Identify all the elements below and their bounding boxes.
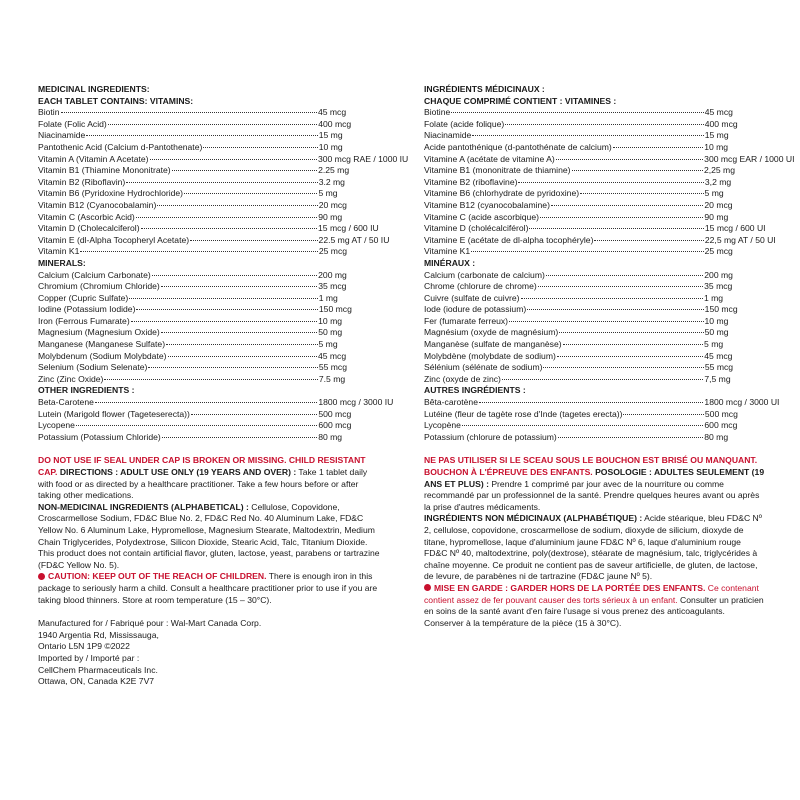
nonmedicinal-text-fr: Acide stéarique, bleu FD&C Nº 2, cellulose, copovidone, croscarmellose de sodium, dioxyde de silicium, dioxyde de titane, hypromellose, laque d'aluminium jaune FD&C Nº 6, laque d'aluminium rouge FD&C Nº 40, maltodextrine, poly(dextrose), stéarate de magnésium, talc, triglycérides à chaîne moyenne. Ce produit ne contient pas de saveur artificielle, de gluten, de lactose, de levure, de parabènes ni de tartrazine (FD&C jaune Nº 5). [424,513,762,582]
dot-leader [161,332,317,333]
ingredient-amount: 22,5 mg AT / 50 UI [704,234,776,245]
nonmedicinal-paragraph [38,502,380,572]
dot-leader [162,437,317,438]
vitamins-subheading-fr: CHAQUE COMPRIMÉ CONTIENT : VITAMINES : [424,95,617,106]
directions-text-fr: Prendre 1 comprimé par jour avec de la nourriture ou comme recommandé par un professionnel de la santé. Prendre quelques heures avant ou après la prise d'autres médicaments. [424,478,760,512]
ingredient-name: Molybdenum (Sodium Molybdate) [38,350,167,361]
dot-leader [538,286,703,287]
ingredient-amount: 5 mg [704,188,724,199]
ingredient-row [38,223,380,235]
dot-leader [462,425,703,426]
directions-label: DIRECTIONS : ADULT USE ONLY (19 YEARS AND OVER) : [57,467,297,477]
ingredient-row [424,304,766,316]
dot-leader [572,170,703,171]
ingredient-name: Lutein (Marigold flower (Tageteserecta)) [38,408,190,419]
ingredient-row [424,119,766,131]
ingredient-amount: 45 mcg [704,350,733,361]
ingredient-name: Vitamin K1 [38,246,80,257]
ingredient-row [424,270,766,282]
ingredient-row [424,177,766,189]
ingredient-row [424,165,766,177]
dot-leader [80,251,317,252]
dot-leader [166,344,317,345]
ingredient-row [424,409,766,421]
vitamins-list-fr [424,107,795,258]
ingredient-name: Vitamin B12 (Cyanocobalamin) [38,199,157,210]
ingredient-row [38,130,380,142]
dot-leader [76,425,317,426]
ingredient-row [38,351,380,363]
dot-leader [86,135,317,136]
ingredient-row [424,246,766,258]
caution-paragraph [38,571,380,606]
ingredient-amount: 5 mg [704,339,724,350]
ingredient-row [424,188,766,200]
seal-warning-fr: NE PAS UTILISER SI LE SCEAU SOUS LE BOUCHON EST BRISÉ OU MANQUANT. BOUCHON À L'ÉPREUVE DES ENFANTS. [424,455,758,477]
ingredient-amount: 10 mg [318,141,343,152]
ingredient-row [424,200,766,212]
caution-icon [424,584,431,591]
ingredient-amount: 3,2 mg [704,176,732,187]
dot-leader [157,205,317,206]
dot-leader [190,240,317,241]
ingredient-name: Beta-Carotene [38,397,94,408]
dot-leader [527,309,703,310]
dot-leader [594,240,703,241]
ingredient-amount: 20 mcg [318,199,347,210]
dot-leader [558,437,703,438]
ingredient-row [38,177,380,189]
ingredient-amount: 400 mcg [318,118,352,129]
ingredient-name: Vitamine B12 (cyanocobalamine) [424,199,550,210]
ingredient-amount: 150 mcg [704,304,738,315]
ingredient-row [424,142,766,154]
ingredient-amount: 2,25 mg [703,165,735,176]
ingredient-row [424,397,780,409]
ingredient-name: Biotine [424,107,451,118]
ingredient-amount: 10 mg [704,141,729,152]
ingredient-name: Folate (acide folique) [424,118,505,129]
ingredient-amount: 90 mg [318,211,343,222]
dot-leader [131,321,317,322]
ingredient-name: Calcium (carbonate de calcium) [424,269,545,280]
ingredient-amount: 7,5 mg [704,373,731,384]
ingredient-amount: 600 mcg [318,420,352,431]
address-line: Ontario L5N 1P9 ©2022 [38,641,130,652]
dot-leader [502,379,703,380]
dot-leader [108,124,317,125]
ingredient-row [38,212,380,224]
ingredient-amount: 5 mg [318,339,338,350]
address-line: CellChem Pharmaceuticals Inc. [38,664,158,675]
ingredient-amount: 22.5 mg AT / 50 IU [318,234,390,245]
ingredient-name: Vitamin A (Vitamin A Acetate) [38,153,149,164]
dot-leader [126,182,317,183]
ingredient-amount: 15 mg [704,130,729,141]
ingredient-row [38,432,380,444]
dot-leader [556,159,703,160]
ingredient-row [38,246,380,258]
other-ingredients-heading: OTHER INGREDIENTS : [38,385,135,396]
caution-text-fr: Consulter un praticien en soins de la santé avant d'en faire l'usage si vous prenez des anticoagulants. Conserver à la température de la pièce (15 à 30°C). [424,594,764,628]
dot-leader [184,193,317,194]
ingredient-name: Manganèse (sulfate de manganèse) [424,339,562,350]
ingredient-row [38,153,409,166]
ingredient-name: Iron (Ferrous Fumarate) [38,315,130,326]
ingredient-name: Vitamin E (dl-Alpha Tocopheryl Acetate) [38,234,190,245]
ingredient-row [38,374,380,386]
ingredient-name: Pantothenic Acid (Calcium d-Pantothenate) [38,141,203,152]
ingredient-name: Copper (Cupric Sulfate) [38,292,129,303]
ingredient-name: Vitamine D (cholécalciférol) [424,223,529,234]
ingredient-amount: 200 mg [318,269,347,280]
ingredient-amount: 15 mcg / 600 IU [318,223,379,234]
ingredient-name: Magnesium (Magnesium Oxide) [38,327,160,338]
ingredient-amount: 80 mg [704,431,729,442]
ingredient-row [38,327,380,339]
ingredient-name: Potassium (chlorure de potassium) [424,431,557,442]
ingredient-row [424,327,766,339]
ingredient-amount: 1800 mcg / 3000 UI [704,397,780,408]
ingredient-amount: 1 mg [318,292,338,303]
dot-leader [104,379,317,380]
ingredient-row [38,119,380,131]
caution-label-fr: MISE EN GARDE : GARDER HORS DE LA PORTÉE DES ENFANTS. [434,582,706,593]
ingredient-row [38,304,380,316]
ingredient-name: Chrome (chlorure de chrome) [424,281,537,292]
nonmedicinal-label-fr: INGRÉDIENTS NON MÉDICINAUX (ALPHABÉTIQUE) : [424,513,643,524]
ingredient-row [38,316,380,328]
ingredient-name: Zinc (oxyde de zinc) [424,373,501,384]
nonmedicinal-label: NON-MEDICINAL INGREDIENTS (ALPHABETICAL) : [38,501,249,512]
ingredient-amount: 300 mcg RAE / 1000 IU [317,153,409,164]
dot-leader [148,367,317,368]
ingredient-row [38,200,380,212]
ingredient-name: Cuivre (sulfate de cuivre) [424,292,520,303]
ingredient-row [424,432,766,444]
dot-leader [203,147,317,148]
dot-leader [505,124,703,125]
ingredient-amount: 1 mg [703,292,724,303]
minerals-list [38,270,380,386]
ingredient-amount: 15 mcg / 600 UI [704,223,766,234]
ingredient-name: Magnésium (oxyde de magnésium) [424,327,559,338]
ingredient-name: Zinc (Zinc Oxide) [38,373,104,384]
nonmedicinal-paragraph-fr [424,513,766,583]
dot-leader [172,170,317,171]
ingredient-row [38,420,380,432]
ingredient-name: Lutéine (fleur de tagète rose d'Inde (tagetes erecta)) [424,408,623,419]
address-line: Imported by / Importé par : [38,652,140,663]
directions-paragraph-fr [424,455,766,513]
address-line: Ottawa, ON, Canada K2E 7V7 [38,676,155,687]
dot-leader [451,112,703,113]
seal-warning: DO NOT USE IF SEAL UNDER CAP IS BROKEN OR MISSING. CHILD RESISTANT CAP. [38,455,366,477]
ingredient-amount: 35 mcg [318,281,347,292]
address-line: 1940 Argentia Rd, Mississauga, [38,629,159,640]
caution-icon [38,573,45,580]
ingredient-row [38,270,380,282]
ingredient-row [424,420,766,432]
address-line: Manufactured for / Fabriqué pour : Wal-Mart Canada Corp. [38,618,262,629]
ingredient-name: Vitamin C (Ascorbic Acid) [38,211,135,222]
ingredient-amount: 45 mcg [317,107,347,118]
dot-leader [543,367,703,368]
ingredient-row [424,293,766,305]
ingredient-name: Vitamin B1 (Thiamine Mononitrate) [38,165,171,176]
ingredient-name: Vitamine B6 (chlorhydrate de pyridoxine) [424,188,580,199]
ingredient-name: Molybdène (molybdate de sodium) [424,350,556,361]
caution-label: CAUTION: KEEP OUT OF THE REACH OF CHILDREN. [48,571,267,582]
directions-label-fr: POSOLOGIE : ADULTES SEULEMENT (19 ANS ET PLUS) : [424,467,765,489]
dot-leader [518,182,703,183]
ingredient-name: Chromium (Chromium Chloride) [38,281,160,292]
dot-leader [521,298,703,299]
dot-leader [129,298,317,299]
dot-leader [136,217,317,218]
ingredient-amount: 400 mcg [704,118,738,129]
caution-paragraph-fr [424,583,766,629]
dot-leader [472,135,703,136]
ingredient-amount: 90 mg [704,211,729,222]
ingredient-row [424,339,766,351]
ingredient-amount: 35 mcg [704,281,733,292]
dot-leader [559,332,703,333]
ingredient-amount: 50 mg [704,327,729,338]
ingredient-amount: 55 mcg [318,362,348,373]
ingredient-name: Niacinamide [38,130,86,141]
directions-text: Take 1 tablet daily with food or as directed by a healthcare practitioner. Take a few hours before or after taking other medications. [38,467,368,501]
ingredient-name: Iodine (Potassium Iodide) [38,304,136,315]
dot-leader [580,193,703,194]
dot-leader [141,228,317,229]
ingredient-name: Vitamine E (acétate de dl-alpha tocophéryle) [424,234,594,245]
other-ingredients-heading-fr: AUTRES INGRÉDIENTS : [424,385,526,396]
ingredient-name: Vitamine K1 [424,246,471,257]
ingredient-row [424,212,766,224]
ingredient-name: Vitamin B6 (Pyridoxine Hydrochloride) [38,188,184,199]
ingredient-name: Iode (iodure de potassium) [424,304,527,315]
ingredient-name: Lycopène [424,420,461,431]
ingredient-amount: 600 mcg [704,420,738,431]
ingredient-name: Niacinamide [424,130,472,141]
ingredient-name: Bêta-carotène [424,397,478,408]
minerals-heading: MINERALS: [38,257,86,268]
ingredient-name: Vitamin D (Cholecalciferol) [38,223,140,234]
dot-leader [61,112,317,113]
ingredient-row [424,130,766,142]
ingredient-amount: 200 mg [704,269,733,280]
dot-leader [150,159,317,160]
dot-leader [161,286,317,287]
ingredient-name: Fer (fumarate ferreux) [424,315,509,326]
ingredient-amount: 55 mcg [704,362,734,373]
ingredient-name: Potassium (Potassium Chloride) [38,431,161,442]
ingredient-amount: 10 mg [704,315,729,326]
dot-leader [509,321,703,322]
ingredient-amount: 15 mg [318,130,343,141]
ingredient-name: Vitamine C (acide ascorbique) [424,211,539,222]
caution-red-text-fr: Ce contenant contient assez de fer pouvant causer des torts sérieux à un enfant. [424,582,759,605]
medicinal-ingredients-heading-fr: INGRÉDIENTS MÉDICINAUX : [424,84,545,94]
dot-leader [557,356,703,357]
directions-paragraph [38,455,380,501]
minerals-list-fr [424,270,766,386]
dot-leader [95,402,317,403]
ingredient-row [424,107,766,119]
ingredient-amount: 20 mcg [704,199,733,210]
ingredient-amount: 80 mg [318,431,343,442]
dot-leader [136,309,317,310]
dot-leader [613,147,703,148]
ingredient-row [38,142,380,154]
ingredient-amount: 7.5 mg [318,373,346,384]
ingredient-amount: 1800 mcg / 3000 IU [318,397,394,408]
ingredient-row [38,188,380,200]
minerals-heading-fr: MINÉRAUX : [424,257,476,268]
ingredient-row [38,362,380,374]
dot-leader [563,344,703,345]
ingredient-amount: 45 mcg [317,350,347,361]
dot-leader [191,414,317,415]
ingredient-amount: 45 mcg [704,107,733,118]
ingredient-amount: 500 mcg [318,408,352,419]
vitamins-list [38,107,409,258]
english-column [38,84,409,688]
dot-leader [168,356,317,357]
dot-leader [623,414,703,415]
ingredient-amount: 10 mg [318,315,343,326]
ingredient-row [424,351,766,363]
ingredient-row [424,362,766,374]
ingredient-row [424,316,766,328]
ingredient-row [424,281,766,293]
other-ingredients-list-fr [424,397,780,443]
ingredient-amount: 25 mcg [318,246,348,257]
ingredient-amount: 5 mg [318,188,338,199]
ingredient-row [38,339,380,351]
ingredient-name: Biotin [38,107,60,118]
ingredient-amount: 300 mcg EAR / 1000 UI [704,153,795,164]
ingredient-row [424,223,766,235]
ingredient-row [38,281,380,293]
dot-leader [479,402,703,403]
ingredient-amount: 2.25 mg [318,165,350,176]
dot-leader [152,275,317,276]
ingredient-row [424,234,776,247]
ingredient-row [38,397,394,409]
manufacturer-address [38,618,380,688]
ingredient-row [424,153,795,166]
ingredient-name: Acide pantothénique (d-pantothénate de calcium) [424,141,612,152]
ingredient-name: Vitamin B2 (Riboflavin) [38,176,126,187]
vitamins-subheading: EACH TABLET CONTAINS: VITAMINS: [38,95,194,106]
ingredient-name: Selenium (Sodium Selenate) [38,362,148,373]
dot-leader [540,217,703,218]
caution-text: There is enough iron in this package to seriously harm a child. Consult a healthcare practitioner prior to use if you are taking blood thinners. Store at room temperature (15 – 30°C). [38,571,378,605]
nonmedicinal-text: Cellulose, Copovidone, Croscarmellose Sodium, FD&C Blue No. 2, FD&C Red No. 40 Aluminum Lake, FD&C Yellow No. 6 Aluminum Lake, Hypromellose, Magnesium Stearate, Maltodextrin, Medium Chain Triglycerides, Polydextrose, Silicon Dioxide, Stearic Acid, Talc, Titanium Dioxide. This product does not contain artificial flavor, gluten, lactose, yeast, parabens or tartrazine (FD&C Yellow No. 5). [38,501,380,570]
dot-leader [546,275,703,276]
medicinal-ingredients-heading: MEDICINAL INGREDIENTS: [38,84,150,94]
ingredient-row [38,165,380,177]
ingredient-row [38,107,380,119]
ingredient-name: Vitamine A (acétate de vitamine A) [424,153,555,164]
french-column [424,84,795,629]
ingredient-amount: 500 mcg [704,408,738,419]
ingredient-amount: 3.2 mg [318,176,345,187]
ingredient-amount: 150 mcg [318,304,352,315]
ingredient-row [38,234,390,247]
ingredient-row [38,293,380,305]
dot-leader [551,205,703,206]
ingredient-name: Lycopene [38,420,75,431]
ingredient-row [424,374,766,386]
ingredient-amount: 50 mg [318,327,343,338]
ingredient-name: Folate (Folic Acid) [38,118,107,129]
other-ingredients-list [38,397,394,443]
ingredient-name: Vitamine B1 (mononitrate de thiamine) [424,165,571,176]
ingredient-name: Sélénium (sélénate de sodium) [424,362,543,373]
dot-leader [529,228,703,229]
ingredient-name: Vitamine B2 (riboflavine) [424,176,518,187]
ingredient-name: Manganese (Manganese Sulfate) [38,339,166,350]
ingredient-name: Calcium (Calcium Carbonate) [38,269,151,280]
dot-leader [471,251,703,252]
ingredient-row [38,409,380,421]
ingredient-amount: 25 mcg [704,246,733,257]
